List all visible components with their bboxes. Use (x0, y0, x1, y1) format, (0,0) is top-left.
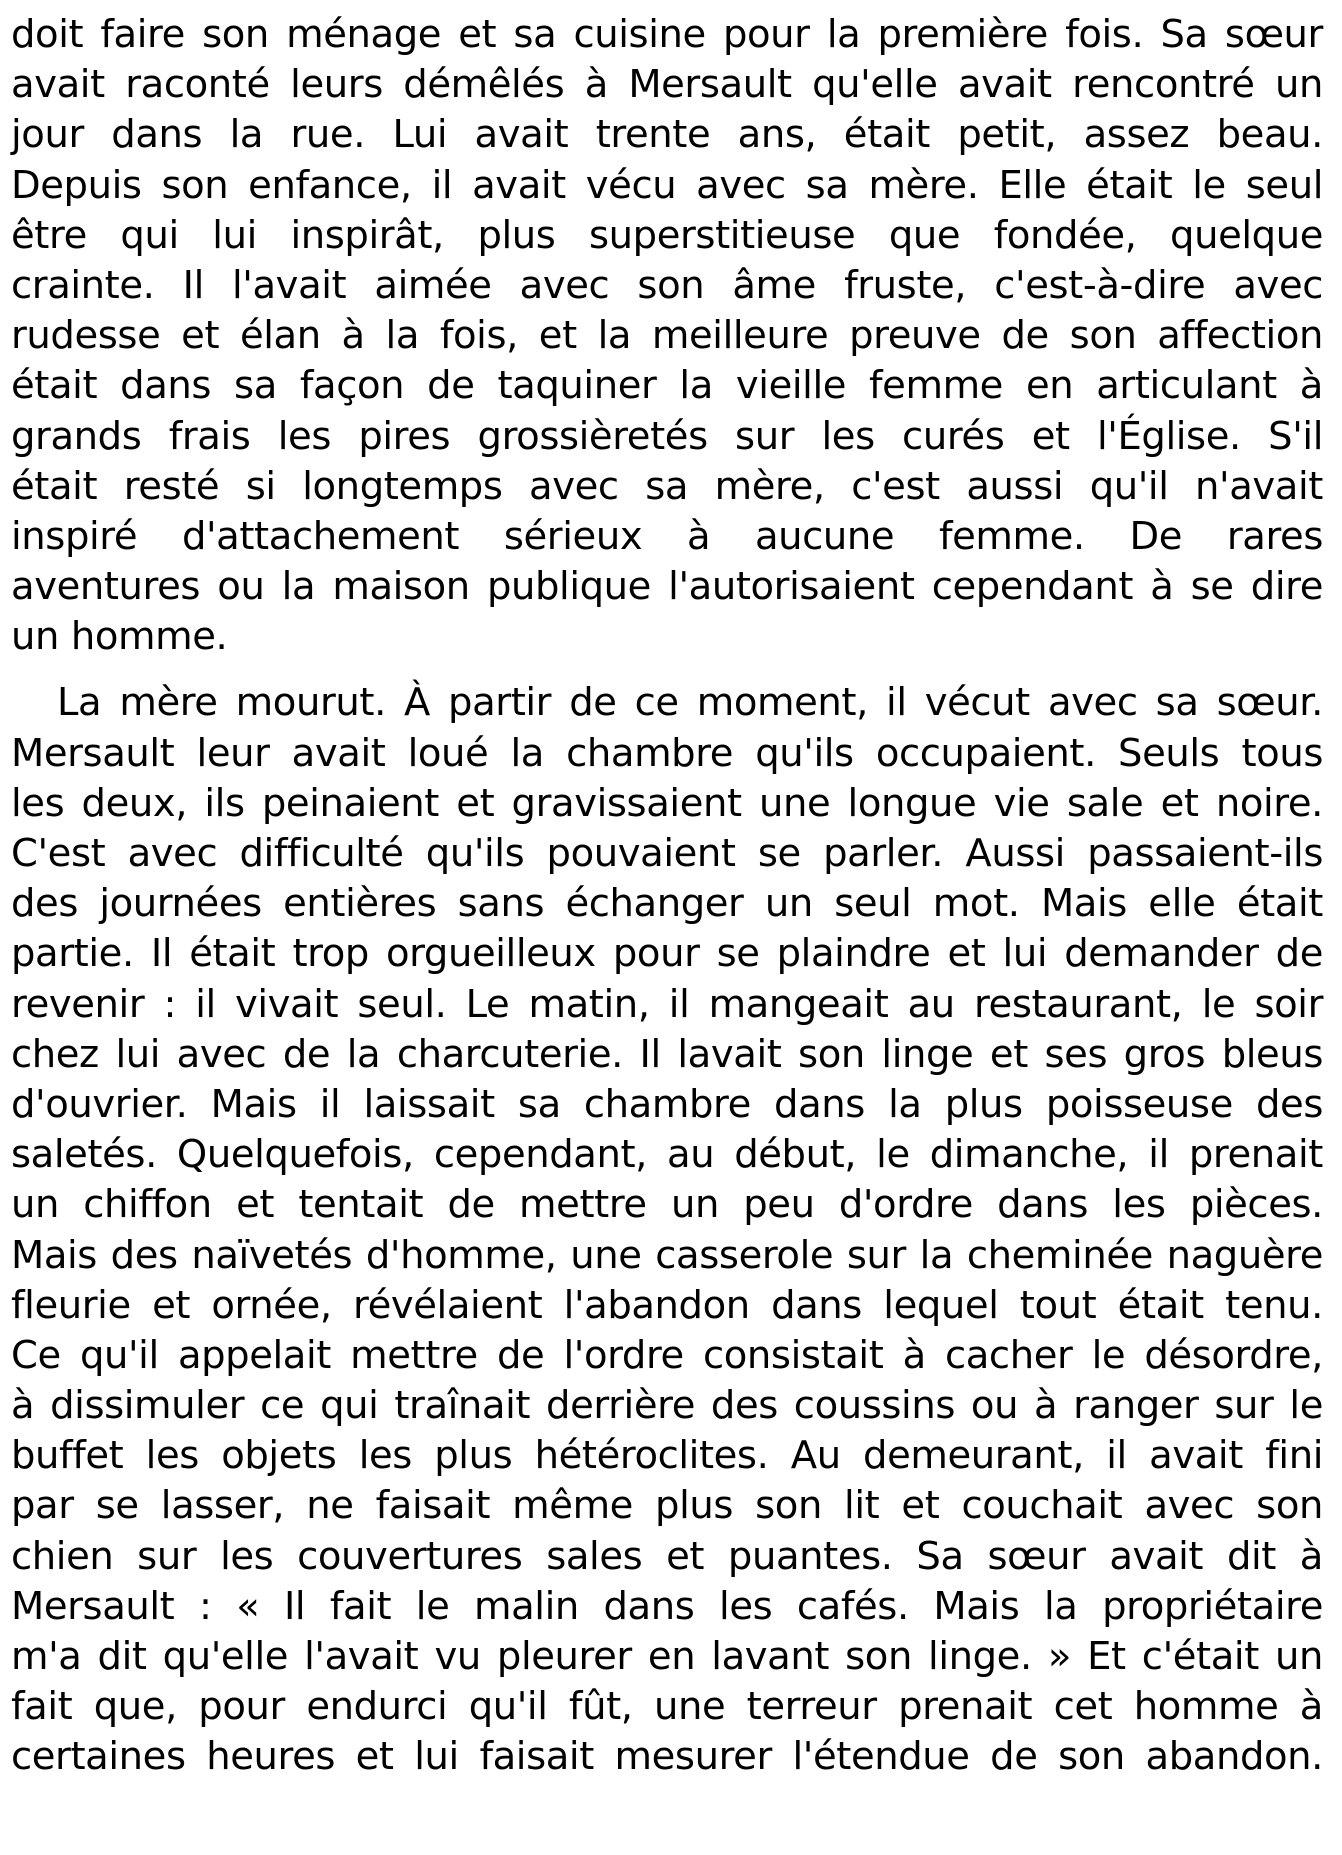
text-line: était dans sa façon de taquiner la vieille femme en articulant à (11, 363, 1323, 409)
paragraph-2 (11, 678, 1323, 1782)
text-line: inspiré d'attachement sérieux à aucune femme. De rares (11, 513, 1323, 559)
text-line: fleurie et ornée, révélaient l'abandon dans lequel tout était tenu. (11, 1282, 1323, 1328)
paragraph-1 (11, 10, 1323, 662)
text-line: C'est avec difficulté qu'ils pouvaient se parler. Aussi passaient-ils (11, 831, 1323, 876)
text-line: partie. Il était trop orgueilleux pour se plaindre et lui demander de (11, 931, 1323, 977)
text-line: était resté si longtemps avec sa mère, c'est aussi qu'il n'avait (11, 463, 1323, 509)
text-line: Mersault : « Il fait le malin dans les cafés. Mais la propriétaire (11, 1583, 1323, 1629)
text-line: chien sur les couvertures sales et puantes. Sa sœur avait dit à (11, 1533, 1323, 1579)
text-line: grands frais les pires grossièretés sur les curés et l'Église. S'il (11, 413, 1323, 459)
text-line: jour dans la rue. Lui avait trente ans, était petit, assez beau. (11, 112, 1323, 158)
text-line: doit faire son ménage et sa cuisine pour la première fois. Sa sœur (11, 12, 1323, 57)
text-line: par se lasser, ne faisait même plus son lit et couchait avec son (11, 1483, 1323, 1529)
text-line: aventures ou la maison publique l'autorisaient cependant à se dire (11, 564, 1323, 610)
text-line: m'a dit qu'elle l'avait vu pleurer en lavant son linge. » Et c'était un (11, 1634, 1323, 1679)
text-line: chez lui avec de la charcuterie. Il lavait son linge et ses gros bleus (11, 1031, 1323, 1077)
text-line: buffet les objets les plus hétéroclites. Au demeurant, il avait fini (11, 1433, 1323, 1479)
text-line: rudesse et élan à la fois, et la meilleure preuve de son affection (11, 313, 1323, 359)
text-line: à dissimuler ce qui traînait derrière des coussins ou à ranger sur le (11, 1383, 1323, 1429)
text-line: des journées entières sans échanger un seul mot. Mais elle était (11, 881, 1323, 927)
text-line: crainte. Il l'avait aimée avec son âme fruste, c'est-à-dire avec (11, 262, 1323, 308)
text-line: un homme. (11, 614, 228, 660)
text-line: un chiffon et tentait de mettre un peu d'ordre dans les pièces. (11, 1182, 1323, 1228)
text-line: Ce qu'il appelait mettre de l'ordre consistait à cacher le désordre, (11, 1332, 1323, 1378)
text-line: certaines heures et lui faisait mesurer l'étendue de son abandon. (11, 1734, 1323, 1780)
text-line: Depuis son enfance, il avait vécu avec sa mère. Elle était le seul (11, 162, 1323, 208)
text-line: fait que, pour endurci qu'il fût, une terreur prenait cet homme à (11, 1684, 1323, 1730)
text-line: avait raconté leurs démêlés à Mersault qu'elle avait rencontré un (11, 62, 1323, 108)
text-line: La mère mourut. À partir de ce moment, il vécut avec sa sœur. (57, 680, 1323, 726)
text-line: les deux, ils peinaient et gravissaient une longue vie sale et noire. (11, 780, 1323, 826)
text-line: Mais des naïvetés d'homme, une casserole sur la cheminée naguère (11, 1232, 1323, 1278)
text-line: revenir : il vivait seul. Le matin, il mangeait au restaurant, le soir (11, 981, 1323, 1027)
text-line: d'ouvrier. Mais il laissait sa chambre dans la plus poisseuse des (11, 1081, 1323, 1127)
text-line: Mersault leur avait loué la chambre qu'ils occupaient. Seuls tous (11, 730, 1323, 776)
text-line: être qui lui inspirât, plus superstitieuse que fondée, quelque (11, 212, 1323, 258)
document-page (11, 10, 1323, 1783)
text-line: saletés. Quelquefois, cependant, au début, le dimanche, il prenait (11, 1132, 1323, 1178)
